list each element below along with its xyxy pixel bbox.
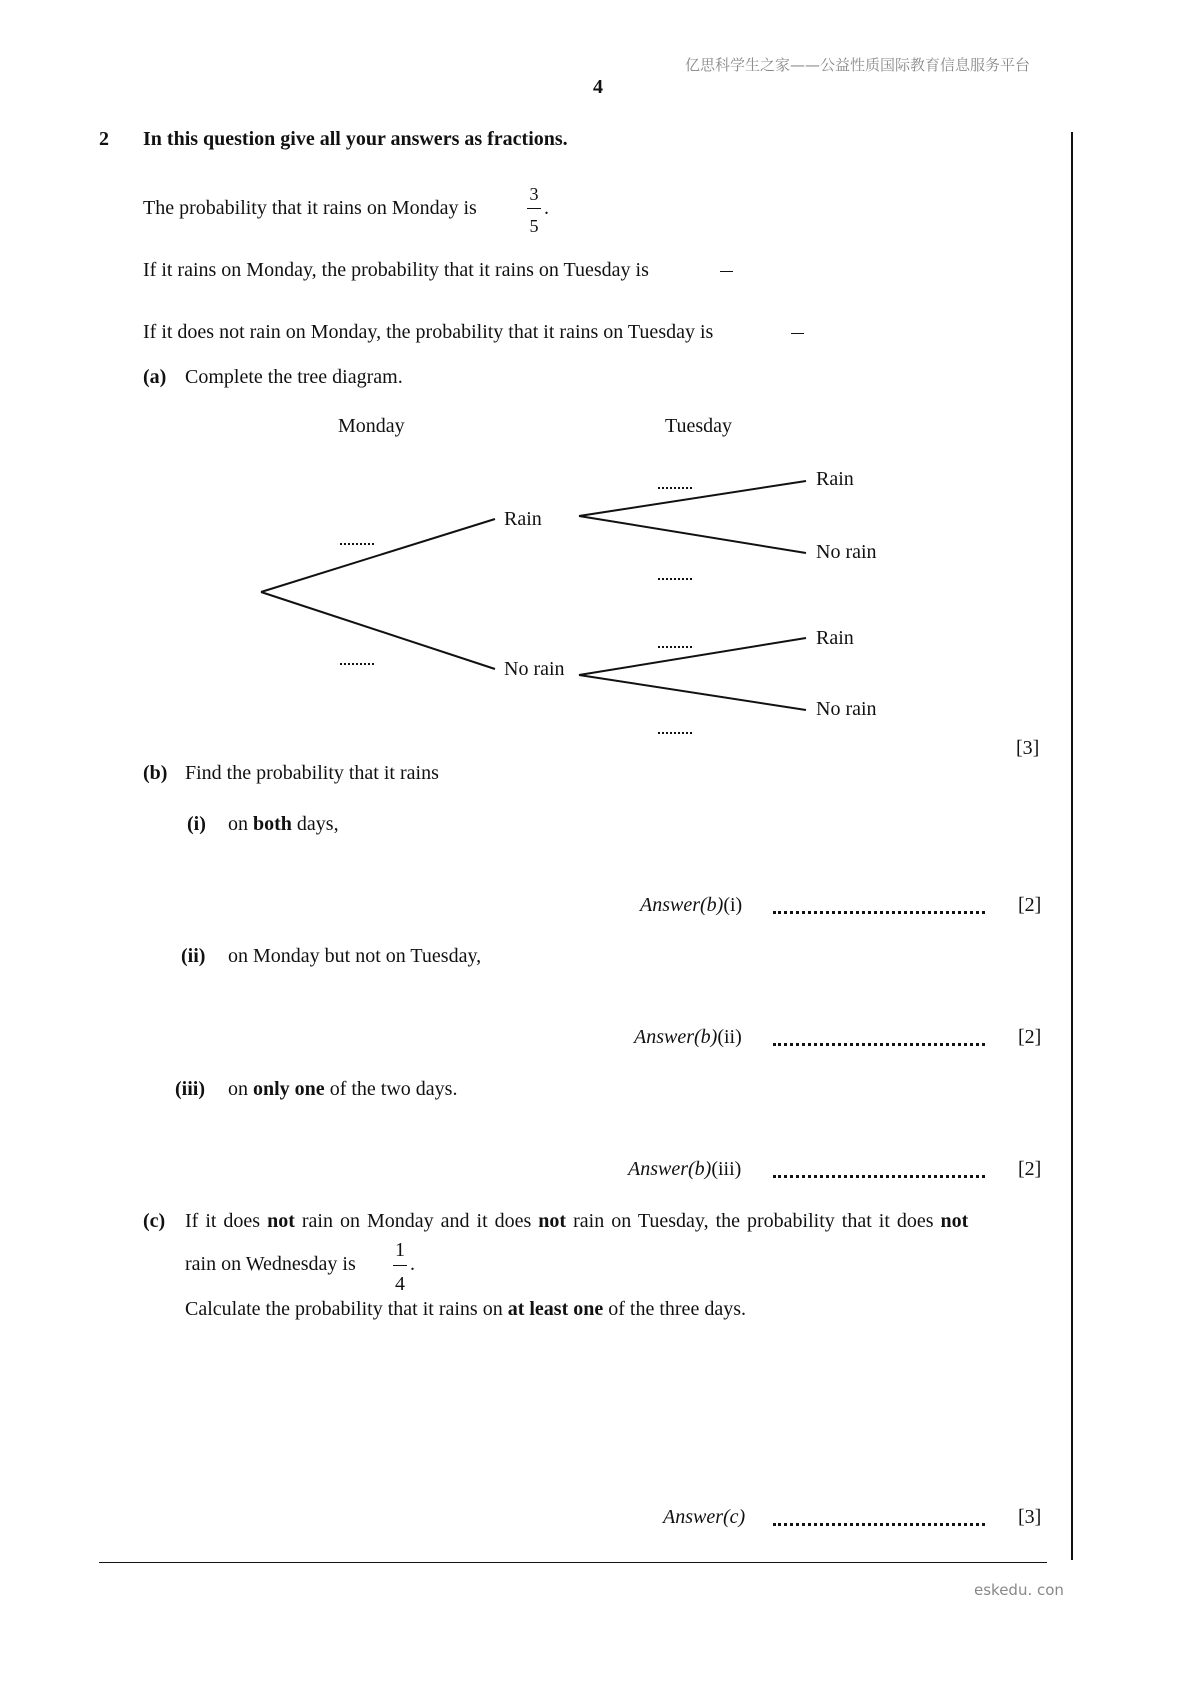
tree-tuesday-heading: Tuesday	[665, 415, 733, 437]
fraction-c-bar	[393, 1265, 407, 1266]
page-number: 4	[593, 76, 603, 98]
answer-b-ii-marks: [2]	[1018, 1026, 1042, 1048]
fraction-numerator: 3	[529, 184, 539, 204]
line1-period: .	[544, 197, 549, 219]
tree-blank-norain-norain[interactable]	[658, 732, 692, 734]
part-c-line3: Calculate the probability that it rains on at least one of the three days.	[185, 1298, 746, 1320]
part-b-text: Find the probability that it rains	[185, 762, 439, 784]
branch-rain-rain	[579, 481, 806, 516]
question-instruction: In this question give all your answers as fractions.	[143, 128, 568, 150]
margin-rule	[1071, 132, 1073, 1560]
tree-blank-rain-norain[interactable]	[658, 578, 692, 580]
part-b-i-text: on both days,	[228, 813, 339, 835]
missing-fraction-bar-1	[720, 271, 733, 272]
part-a-label: (a)	[143, 366, 167, 388]
answer-b-iii-marks: [2]	[1018, 1158, 1042, 1180]
part-c-label: (c)	[143, 1210, 166, 1232]
answer-b-i-label: Answer(b)(i)	[640, 894, 743, 916]
branch-norain-norain	[579, 675, 806, 710]
answer-b-iii-field[interactable]	[773, 1175, 985, 1178]
line1-text: The probability that it rains on Monday is	[143, 197, 477, 219]
answer-b-ii-label: Answer(b)(ii)	[634, 1026, 742, 1048]
answer-b-ii-field[interactable]	[773, 1043, 985, 1046]
branch-rain-norain	[579, 516, 806, 553]
part-c-line1: If it does not rain on Monday and it does not rain on Tuesday, the probability that it does not	[185, 1210, 969, 1232]
answer-b-i-marks: [2]	[1018, 894, 1042, 916]
part-b-i-label: (i)	[187, 813, 206, 835]
tree-node-no-rain: No rain	[504, 658, 565, 680]
fraction-bar	[527, 208, 541, 209]
footer-site: eskedu. con	[974, 1581, 1064, 1599]
tree-leaf-no-rain-2: No rain	[816, 698, 877, 720]
fraction-c-denominator: 4	[395, 1273, 405, 1295]
answer-b-iii-label: Answer(b)(iii)	[628, 1158, 742, 1180]
answer-c-marks: [3]	[1018, 1506, 1042, 1528]
branch-norain-rain	[579, 638, 806, 675]
watermark: 亿思科学生之家——公益性质国际教育信息服务平台	[685, 56, 1031, 74]
tree-node-rain: Rain	[504, 508, 542, 530]
tree-leaf-rain-2: Rain	[816, 627, 854, 649]
fraction-c-numerator: 1	[395, 1239, 405, 1261]
part-a-marks: [3]	[1016, 737, 1040, 759]
question-number: 2	[99, 128, 109, 150]
line3-text: If it does not rain on Monday, the probability that it rains on Tuesday is	[143, 321, 714, 343]
branch-monday-norain	[261, 592, 495, 669]
part-c-line2: rain on Wednesday is	[185, 1253, 356, 1275]
answer-c-label: Answer(c)	[663, 1506, 746, 1528]
fraction-c-period: .	[410, 1253, 415, 1275]
tree-blank-norain-rain[interactable]	[658, 646, 692, 648]
answer-c-field[interactable]	[773, 1523, 985, 1526]
tree-blank-monday-norain[interactable]	[340, 663, 374, 665]
tree-blank-rain-rain[interactable]	[658, 487, 692, 489]
part-b-iii-text: on only one of the two days.	[228, 1078, 458, 1100]
part-b-iii-label: (iii)	[175, 1078, 205, 1100]
fraction-denominator: 5	[529, 216, 539, 236]
tree-leaf-no-rain-1: No rain	[816, 541, 877, 563]
part-a-text: Complete the tree diagram.	[185, 366, 403, 388]
tree-monday-heading: Monday	[338, 415, 405, 437]
part-b-ii-label: (ii)	[181, 945, 206, 967]
footer-rule	[99, 1562, 1047, 1563]
branch-monday-rain	[261, 519, 495, 592]
tree-leaf-rain-1: Rain	[816, 468, 854, 490]
line2-text: If it rains on Monday, the probability that it rains on Tuesday is	[143, 259, 649, 281]
tree-blank-monday-rain[interactable]	[340, 543, 374, 545]
part-b-label: (b)	[143, 762, 168, 784]
part-b-ii-text: on Monday but not on Tuesday,	[228, 945, 482, 967]
answer-b-i-field[interactable]	[773, 911, 985, 914]
missing-fraction-bar-2	[791, 333, 804, 334]
